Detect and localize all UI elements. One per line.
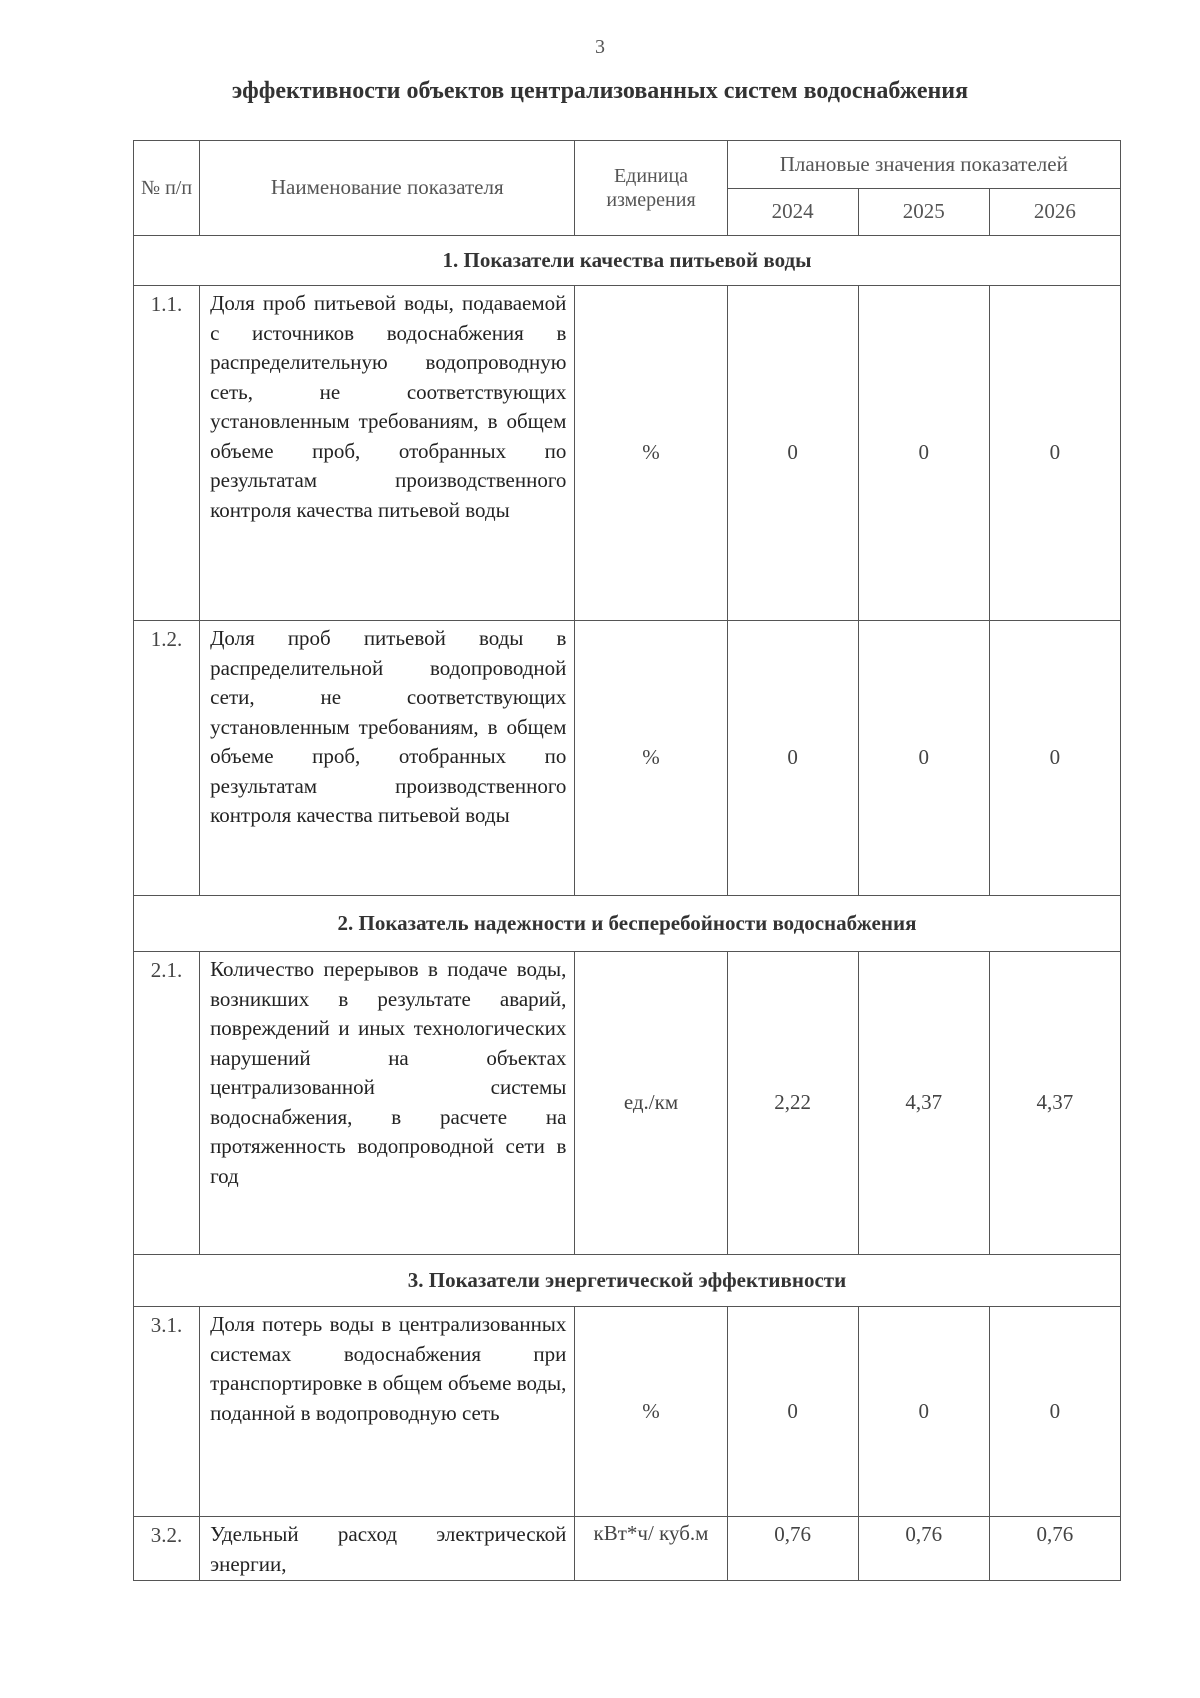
section-row (134, 236, 1121, 286)
row-value-2026: 0,76 (989, 1517, 1120, 1581)
row-num: 1.2. (134, 621, 200, 896)
row-value-2026: 0 (989, 1307, 1120, 1517)
row-value-2026: 0 (989, 621, 1120, 896)
table-row (134, 952, 1121, 1255)
row-value-2024: 2,22 (727, 952, 858, 1255)
row-value-2025: 0 (858, 621, 989, 896)
section-title: 1. Показатели качества питьевой воды (134, 236, 1121, 286)
row-name: Доля проб питьевой воды, подаваемой с источников водоснабжения в распределительную водопроводную сеть, не соответствующих установленным требованиям, в общем объеме проб, отобранных по результатам производственного контроля качества питьевой воды (200, 286, 575, 621)
row-num: 2.1. (134, 952, 200, 1255)
row-unit: ед./км (575, 952, 727, 1255)
header-unit: Единица измерения (575, 141, 727, 236)
row-unit: % (575, 286, 727, 621)
row-unit: кВт*ч/ куб.м (575, 1517, 727, 1581)
row-value-2026: 4,37 (989, 952, 1120, 1255)
row-value-2025: 0 (858, 1307, 989, 1517)
page-number: 3 (595, 36, 605, 58)
header-year-2026: 2026 (989, 189, 1120, 236)
header-row (134, 141, 1121, 189)
table-row (134, 1307, 1121, 1517)
row-value-2024: 0,76 (727, 1517, 858, 1581)
section-title: 3. Показатели энергетической эффективности (134, 1255, 1121, 1307)
row-value-2025: 0 (858, 286, 989, 621)
row-value-2025: 4,37 (858, 952, 989, 1255)
section-row (134, 896, 1121, 952)
row-name: Доля проб питьевой воды в распределительной водопроводной сети, не соответствующих установленным требованиям, в общем объеме проб, отобранных по результатам производственного контроля качества питьевой воды (200, 621, 575, 896)
row-unit: % (575, 1307, 727, 1517)
table-row (134, 286, 1121, 621)
row-num: 1.1. (134, 286, 200, 621)
table-row (134, 1517, 1121, 1581)
row-name: Количество перерывов в подаче воды, возникших в результате аварий, повреждений и иных технологических нарушений на объектах централизованной системы водоснабжения, в расчете на протяженность водопроводной сети в год (200, 952, 575, 1255)
header-name: Наименование показателя (200, 141, 575, 236)
section-row (134, 1255, 1121, 1307)
row-name: Удельный расход электрической энергии, (200, 1517, 575, 1581)
row-unit: % (575, 621, 727, 896)
row-value-2024: 0 (727, 286, 858, 621)
section-title: 2. Показатель надежности и бесперебойности водоснабжения (134, 896, 1121, 952)
header-num: № п/п (134, 141, 200, 236)
header-year-2025: 2025 (858, 189, 989, 236)
row-num: 3.2. (134, 1517, 200, 1581)
row-num: 3.1. (134, 1307, 200, 1517)
row-value-2024: 0 (727, 621, 858, 896)
document-title: эффективности объектов централизованных систем водоснабжения (231, 78, 969, 104)
header-year-2024: 2024 (727, 189, 858, 236)
table-row (134, 621, 1121, 896)
row-value-2026: 0 (989, 286, 1120, 621)
header-plan: Плановые значения показателей (727, 141, 1120, 189)
row-value-2025: 0,76 (858, 1517, 989, 1581)
indicators-table (133, 140, 1121, 1581)
row-name: Доля потерь воды в централизованных системах водоснабжения при транспортировке в общем объеме воды, поданной в водопроводную сеть (200, 1307, 575, 1517)
row-value-2024: 0 (727, 1307, 858, 1517)
